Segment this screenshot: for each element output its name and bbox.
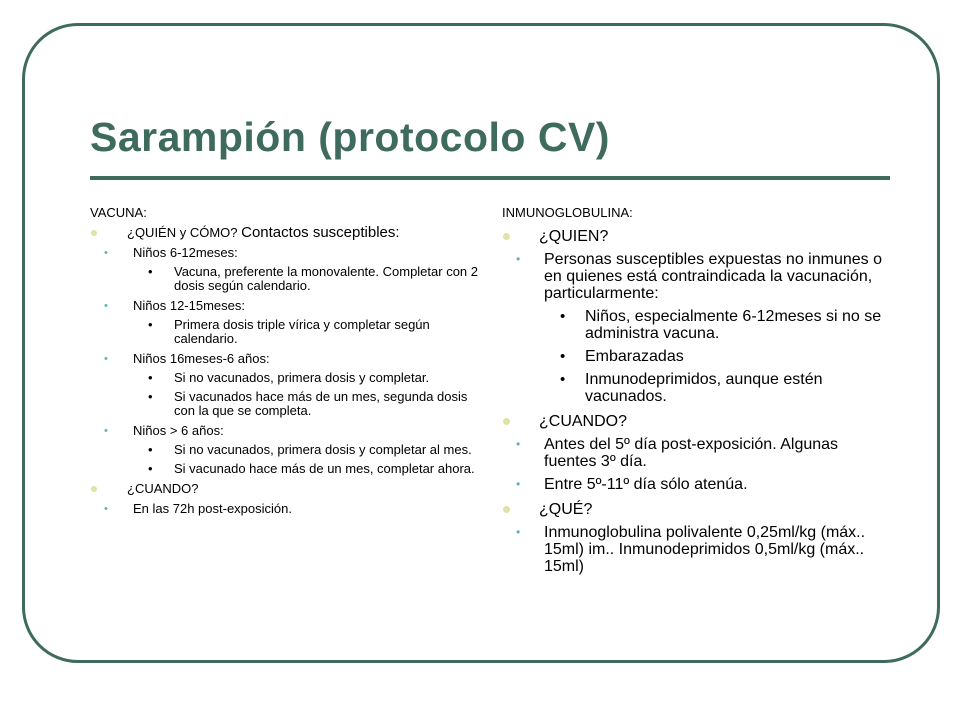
list-item: [502, 251, 882, 405]
bullet-dot-icon: •: [104, 300, 108, 312]
item-label: Niños 6-12meses:: [133, 245, 238, 260]
item-label: Si no vacunados, primera dosis y completar.: [174, 370, 430, 385]
sub-list: [133, 265, 490, 293]
item-label-large: Contactos susceptibles:: [241, 224, 400, 241]
item-label: Inmunoglobulina polivalente 0,25ml/kg (máx.. 15ml) im.. Inmunodeprimidos 0,5ml/kg (máx.. 15ml): [544, 524, 866, 575]
bullet-dot-icon: •: [104, 247, 108, 259]
item-label: ¿QUIEN?: [539, 228, 609, 245]
list-item: [502, 501, 882, 575]
bullet-dot-icon: •: [148, 370, 153, 385]
bullet-dot-icon: •: [560, 371, 566, 388]
slide-title: Sarampión (protocolo CV): [90, 114, 610, 160]
item-label: ¿QUÉ?: [539, 501, 593, 518]
sub-list: [133, 443, 490, 476]
item-label: Niños 12-15meses:: [133, 298, 245, 313]
inmunoglobulina-heading: INMUNOGLOBULINA:: [502, 205, 633, 220]
item-label: Niños, especialmente 6-12meses si no se administra vacuna.: [585, 308, 882, 342]
title-divider: [90, 176, 890, 180]
bullet-dot-icon: •: [148, 461, 153, 476]
bullet-dot-icon: [503, 506, 510, 513]
item-label: Si vacunado hace más de un mes, completar ahora.: [174, 461, 475, 476]
bullet-dot-icon: •: [516, 525, 521, 539]
list-item: [90, 246, 490, 293]
list-item: [90, 462, 490, 476]
item-label: Si vacunados hace más de un mes, segunda dosis con la que se completa.: [174, 389, 468, 418]
bullet-dot-icon: •: [148, 317, 153, 332]
list-item: [90, 424, 490, 476]
list-item: [90, 371, 490, 385]
list-item: [90, 299, 490, 346]
list-item: [90, 352, 490, 418]
bullet-dot-icon: •: [104, 503, 108, 515]
list-item: [502, 371, 882, 405]
list-item: [502, 348, 882, 365]
item-label: Inmunodeprimidos, aunque estén vacunados.: [585, 371, 823, 405]
list-item: [90, 390, 490, 418]
bullet-dot-icon: •: [516, 437, 521, 451]
list-item: [502, 436, 882, 470]
bullet-dot-icon: [91, 486, 97, 492]
inmunoglobulina-list: [502, 228, 882, 575]
bullet-dot-icon: •: [104, 353, 108, 365]
item-label: Si no vacunados, primera dosis y completar al mes.: [174, 442, 472, 457]
list-item: [90, 443, 490, 457]
bullet-dot-icon: •: [104, 425, 108, 437]
list-item: [502, 228, 882, 405]
list-item: [90, 318, 490, 346]
item-label: Primera dosis triple vírica y completar según calendario.: [174, 317, 430, 346]
sub-list: [104, 501, 490, 516]
sub-list: [104, 245, 490, 476]
list-item: [90, 265, 490, 293]
list-item: [502, 413, 882, 493]
bullet-dot-icon: •: [516, 252, 521, 266]
vacuna-heading: VACUNA:: [90, 205, 147, 220]
sub-list: [133, 371, 490, 418]
list-item: [502, 524, 882, 575]
item-label: Vacuna, preferente la monovalente. Completar con 2 dosis según calendario.: [174, 264, 478, 293]
sub-list: [133, 318, 490, 346]
list-item: [90, 502, 490, 516]
list-item: [502, 476, 882, 493]
item-label: Entre 5º-11º día sólo atenúa.: [544, 476, 748, 493]
inmunoglobulina-column: [502, 205, 882, 575]
item-label: Niños > 6 años:: [133, 423, 224, 438]
bullet-dot-icon: [91, 230, 97, 236]
bullet-dot-icon: •: [148, 389, 153, 404]
bullet-dot-icon: •: [560, 348, 566, 365]
list-item: [90, 482, 490, 516]
bullet-dot-icon: •: [148, 442, 153, 457]
list-item: [502, 308, 882, 342]
vacuna-column: [90, 205, 490, 516]
item-label: ¿CUANDO?: [127, 481, 199, 496]
bullet-dot-icon: •: [148, 264, 153, 279]
bullet-dot-icon: [503, 418, 510, 425]
sub-list: [544, 308, 882, 405]
bullet-dot-icon: •: [516, 477, 521, 491]
vacuna-list: [90, 226, 490, 516]
item-label: Antes del 5º día post-exposición. Algunas fuentes 3º día.: [544, 436, 839, 470]
list-item: [90, 226, 490, 476]
bullet-dot-icon: [503, 233, 510, 240]
item-label: ¿CUANDO?: [539, 413, 628, 430]
item-label: En las 72h post-exposición.: [133, 501, 292, 516]
bullet-dot-icon: •: [560, 308, 566, 325]
item-label: Embarazadas: [585, 348, 684, 365]
item-label: Personas susceptibles expuestas no inmunes o en quienes está contraindicada la vacunación, particularmente:: [544, 251, 882, 302]
sub-list: [516, 524, 882, 575]
item-label: ¿QUIÉN y CÓMO?: [127, 225, 242, 240]
sub-list: [516, 436, 882, 493]
item-label: Niños 16meses-6 años:: [133, 351, 270, 366]
sub-list: [516, 251, 882, 405]
